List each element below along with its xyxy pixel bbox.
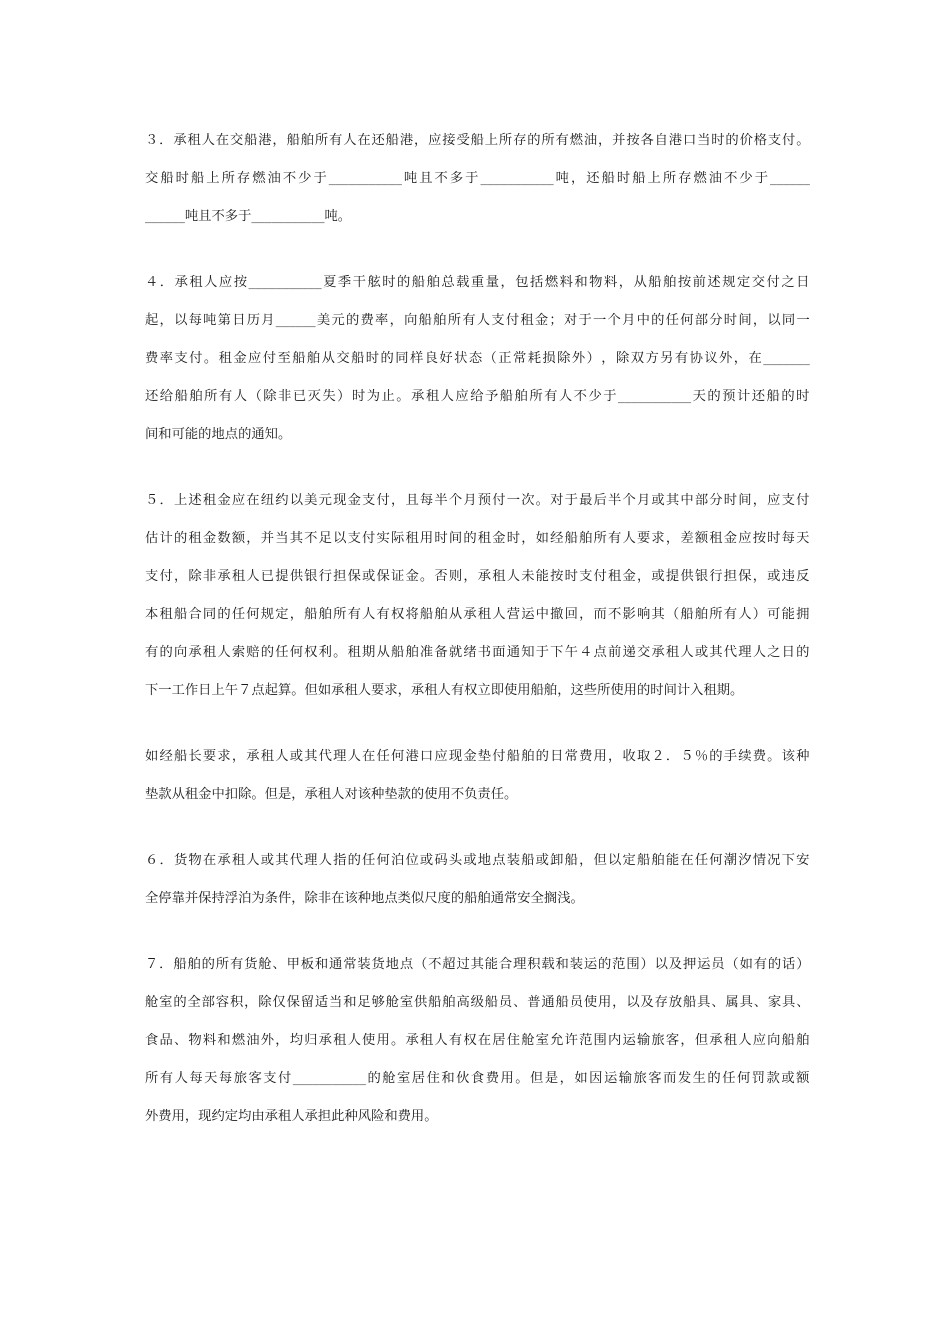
text-line: ６ ． 货 物 在 承 租 人 或 其 代 理 人 指 的 任 何 泊 位 或 码 头 或 地 点 装 船 或 卸 船 ， 但 以 定 船 舶 能 在 任 何 潮 汐 情 况 下 安 xyxy=(145,853,810,868)
paragraph xyxy=(145,946,810,1136)
text-line: 支 付 ， 除 非 承 租 人 已 提 供 银 行 担 保 或 保 证 金 。 否 则 ， 承 租 人 未 能 按 时 支 付 租 金 ， 或 提 供 银 行 担 保 ， 或 违 反 xyxy=(145,569,810,584)
text-line: 起 ， 以 每 吨 第 日 历 月 ______ 美 元 的 费 率 ， 向 船 舶 所 有 人 支 付 租 金 ； 对 于 一 个 月 中 的 任 何 部 分 时 间 ， 以 同 一 xyxy=(145,313,810,328)
paragraph xyxy=(145,482,810,710)
text-line: 估 计 的 租 金 数 额 ， 并 当 其 不 足 以 支 付 实 际 租 用 时 间 的 租 金 时 ， 如 经 船 舶 所 有 人 要 求 ， 差 额 租 金 应 按 时 每 天 xyxy=(145,531,810,546)
text-line: 全停靠并保持浮泊为条件，除非在该种地点类似尺度的船舶通常安全搁浅。 xyxy=(145,891,584,906)
text-line: 交 船 时 船 上 所 存 燃 油 不 少 于 ___________ 吨 且 不 多 于 ___________ 吨 ， 还 船 时 船 上 所 存 燃 油 不 少 于 ______ xyxy=(145,171,810,186)
text-line: ４ ． 承 租 人 应 按 ___________ 夏 季 干 舷 时 的 船 舶 总 载 重 量 ， 包 括 燃 料 和 物 料 ， 从 船 舶 按 前 述 规 定 交 付 之 日 xyxy=(145,275,810,290)
text-line: ５ ． 上 述 租 金 应 在 纽 约 以 美 元 现 金 支 付 ， 且 每 半 个 月 预 付 一 次 。 对 于 最 后 半 个 月 或 其 中 部 分 时 间 ， 应 支 付 xyxy=(145,493,810,508)
paragraph xyxy=(145,122,810,236)
text-line: ______吨且不多于___________吨。 xyxy=(145,209,352,224)
text-line: 食 品 、 物 料 和 燃 油 外 ， 均 归 承 租 人 使 用 。 承 租 人 有 权 在 居 住 舱 室 允 许 范 围 内 运 输 旅 客 ， 但 承 租 人 应 向 船 舶 xyxy=(145,1033,810,1048)
text-line: 有 的 向 承 租 人 索 赔 的 任 何 权 利 。 租 期 从 船 舶 准 备 就 绪 书 面 通 知 于 下 午 ４ 点 前 递 交 承 租 人 或 其 代 理 人 之 日 的 xyxy=(145,645,810,660)
paragraph xyxy=(145,738,810,814)
text-line: 下一工作日上午７点起算。但如承租人要求，承租人有权立即使用船舶，这些所使用的时间计入租期。 xyxy=(145,683,744,698)
text-line: 所 有 人 每 天 每 旅 客 支 付 ___________ 的 舱 室 居 住 和 伙 食 费 用 。 但 是 ， 如 因 运 输 旅 客 而 发 生 的 任 何 罚 款 或 额 xyxy=(145,1071,810,1086)
text-line: 间和可能的地点的通知。 xyxy=(145,427,292,442)
document-body xyxy=(145,122,810,1164)
text-line: 还 给 船 舶 所 有 人 （ 除 非 已 灭 失 ） 时 为 止 。 承 租 人 应 给 予 船 舶 所 有 人 不 少 于 ___________ 天 的 预 计 还 船 的 时 xyxy=(145,389,810,404)
paragraph xyxy=(145,264,810,454)
paragraph xyxy=(145,842,810,918)
text-line: 如 经 船 长 要 求 ， 承 租 人 或 其 代 理 人 在 任 何 港 口 应 现 金 垫 付 船 舶 的 日 常 费 用 ， 收 取 ２ ． ５ ％ 的 手 续 费 。 该 种 xyxy=(145,749,810,764)
text-line: 外费用，现约定均由承租人承担此种风险和费用。 xyxy=(145,1109,438,1124)
text-line: 本 租 船 合 同 的 任 何 规 定 ， 船 舶 所 有 人 有 权 将 船 舶 从 承 租 人 营 运 中 撤 回 ， 而 不 影 响 其 （ 船 舶 所 有 人 ） 可 能 拥 xyxy=(145,607,810,622)
text-line: 费 率 支 付 。 租 金 应 付 至 船 舶 从 交 船 时 的 同 样 良 好 状 态 （ 正 常 耗 损 除 外 ） ， 除 双 方 另 有 协 议 外 ， 在 _______ xyxy=(145,351,810,366)
text-line: ３ ． 承 租 人 在 交 船 港 ， 船 舶 所 有 人 在 还 船 港 ， 应 接 受 船 上 所 存 的 所 有 燃 油 ， 并 按 各 自 港 口 当 时 的 价 格 支 付 。 xyxy=(145,133,810,148)
text-line: 舱 室 的 全 部 容 积 ， 除 仅 保 留 适 当 和 足 够 舱 室 供 船 舶 高 级 船 员 、 普 通 船 员 使 用 ， 以 及 存 放 船 具 、 属 具 、 家 具 、 xyxy=(145,995,810,1010)
text-line: 垫款从租金中扣除。但是，承租人对该种垫款的使用不负责任。 xyxy=(145,787,518,802)
text-line: ７ ． 船 舶 的 所 有 货 舱 、 甲 板 和 通 常 装 货 地 点 （ 不 超 过 其 能 合 理 积 载 和 装 运 的 范 围 ） 以 及 押 运 员 （ 如 有 的 话 ） xyxy=(145,957,810,972)
